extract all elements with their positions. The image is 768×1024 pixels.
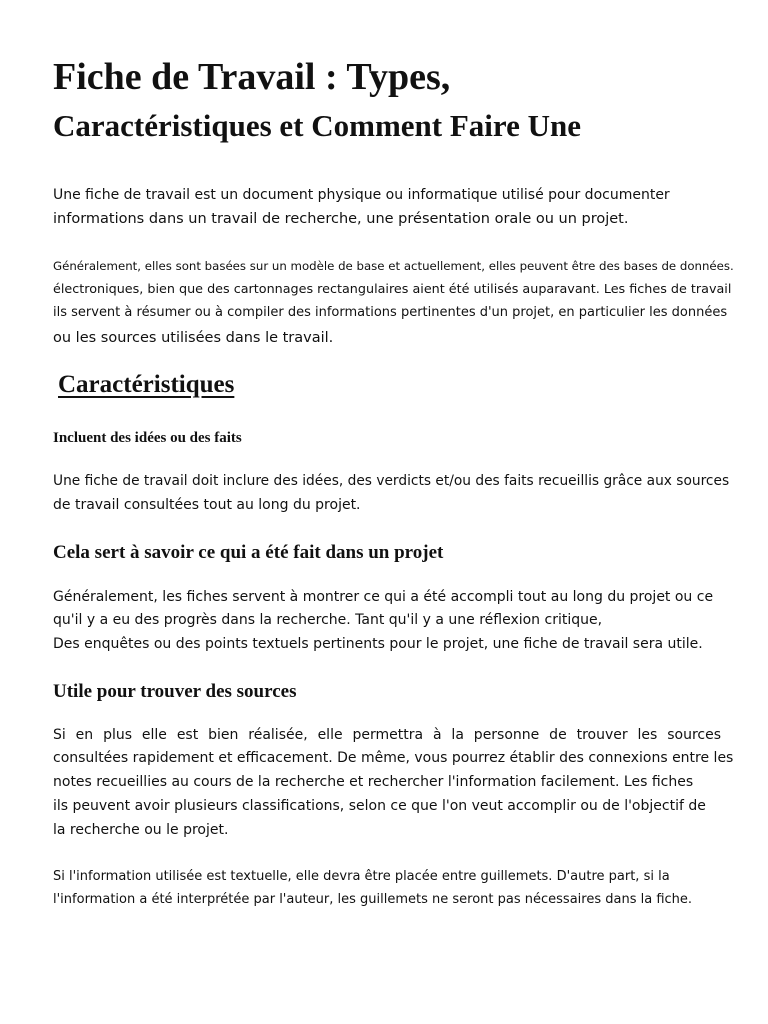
section-heading-caracteristiques: Caractéristiques [58,371,235,398]
final-line-1: Si l'information utilisée est textuelle, elle devra être placée entre guillemets. D'autre part, si la [53,869,670,884]
sub3-line-4: ils peuvent avoir plusieurs classifications, selon ce que l'on veut accomplir ou de l'objectif de [53,798,706,814]
sub1-line-2: de travail consultées tout au long du projet. [53,497,361,513]
sub1-line-1: Une fiche de travail doit inclure des idées, des verdicts et/ou des faits recueillis grâce aux sources [53,473,730,489]
subheading-idees-faits: Incluent des idées ou des faits [53,430,242,446]
sub3-line-5: la recherche ou le projet. [53,822,229,838]
sub3-line-1: Si en plus elle est bien réalisée, elle permettra à la personne de trouver les sources [53,727,721,743]
final-line-2: l'information a été interprétée par l'auteur, les guillemets ne seront pas nécessaires dans la fiche. [53,892,693,907]
general-line-1: Généralement, elles sont basées sur un modèle de base et actuellement, elles peuvent être des bases de données. [53,259,734,273]
general-line-3: ils servent à résumer ou à compiler des informations pertinentes d'un projet, en particulier les données [53,305,728,320]
intro-line-2: informations dans un travail de recherche, une présentation orale ou un projet. [53,211,629,227]
document-title-line1: Fiche de Travail : Types, [53,56,451,98]
general-line-2: électroniques, bien que des cartonnages rectangulaires aient été utilisés auparavant. Les fiches de travail [53,282,732,297]
sub2-line-3: Des enquêtes ou des points textuels pertinents pour le projet, une fiche de travail sera utile. [53,636,703,652]
sub2-line-1: Généralement, les fiches servent à montrer ce qui a été accompli tout au long du projet ou ce [53,589,714,605]
general-line-4: ou les sources utilisées dans le travail. [53,330,334,346]
subheading-savoir-projet: Cela sert à savoir ce qui a été fait dans un projet [53,542,444,563]
sub3-line-3: notes recueillies au cours de la recherche et rechercher l'information facilement. Les fiches [53,774,694,790]
sub2-line-2: qu'il y a eu des progrès dans la recherche. Tant qu'il y a une réflexion critique, [53,612,603,628]
intro-line-1: Une fiche de travail est un document physique ou informatique utilisé pour documenter [53,187,670,203]
subheading-trouver-sources: Utile pour trouver des sources [53,681,297,702]
sub3-line-2: consultées rapidement et efficacement. De même, vous pourrez établir des connexions entre les [53,750,734,766]
document-title-line2: Caractéristiques et Comment Faire Une [53,108,581,143]
